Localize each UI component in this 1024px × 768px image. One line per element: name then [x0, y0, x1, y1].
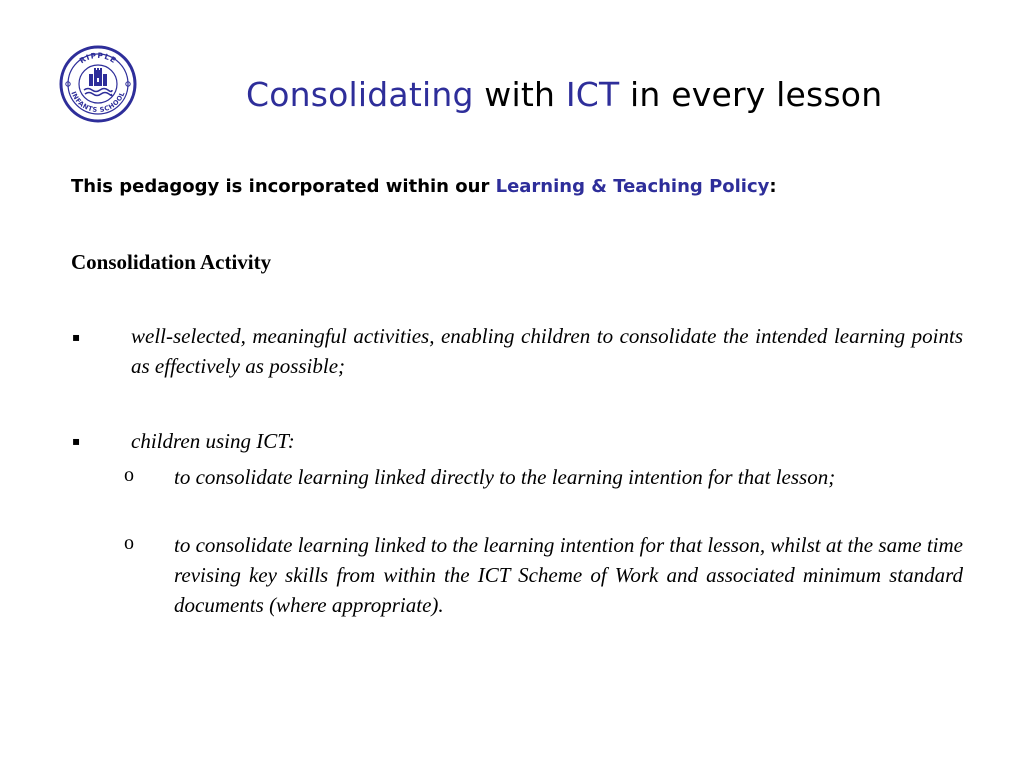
- logo-bottom-text: INFANTS SCHOOL: [69, 90, 127, 115]
- bullet-marker: ▪: [72, 434, 81, 448]
- sub-bullet-text-revising: to consolidate learning linked to the learning intention for that lesson, whilst at the same time revising key skills from within the ICT Scheme of Work and associated minimum standard documents (where appropriate).: [174, 533, 963, 617]
- logo-top-text: RIPPLE: [77, 50, 119, 66]
- policy-link[interactable]: Learning & Teaching Policy: [495, 176, 770, 197]
- slide-title: [246, 70, 882, 120]
- bullet-marker: ▪: [72, 330, 81, 344]
- school-logo: [58, 44, 138, 124]
- sub-bullet-text-directly: to consolidate learning linked directly to the learning intention for that lesson;: [174, 465, 836, 489]
- school-crest-icon: [58, 44, 138, 124]
- intro-line: [71, 172, 777, 202]
- sub-bullet-marker: o: [124, 464, 134, 486]
- bullet-text-activities: well-selected, meaningful activities, enabling children to consolidate the intended learning points as effectively as possible;: [131, 324, 963, 378]
- sub-bullet-marker: o: [124, 532, 134, 554]
- title-part-with: with: [473, 75, 566, 114]
- intro-text: This pedagogy is incorporated within our: [71, 176, 496, 197]
- bullet-text-children-ict: children using ICT:: [131, 429, 295, 453]
- title-part-consolidating: Consolidating: [246, 75, 474, 114]
- title-part-ict: ICT: [565, 75, 620, 114]
- section-heading: Consolidation Activity: [71, 250, 272, 274]
- intro-suffix: :: [769, 176, 777, 197]
- title-part-rest: in every lesson: [619, 75, 883, 114]
